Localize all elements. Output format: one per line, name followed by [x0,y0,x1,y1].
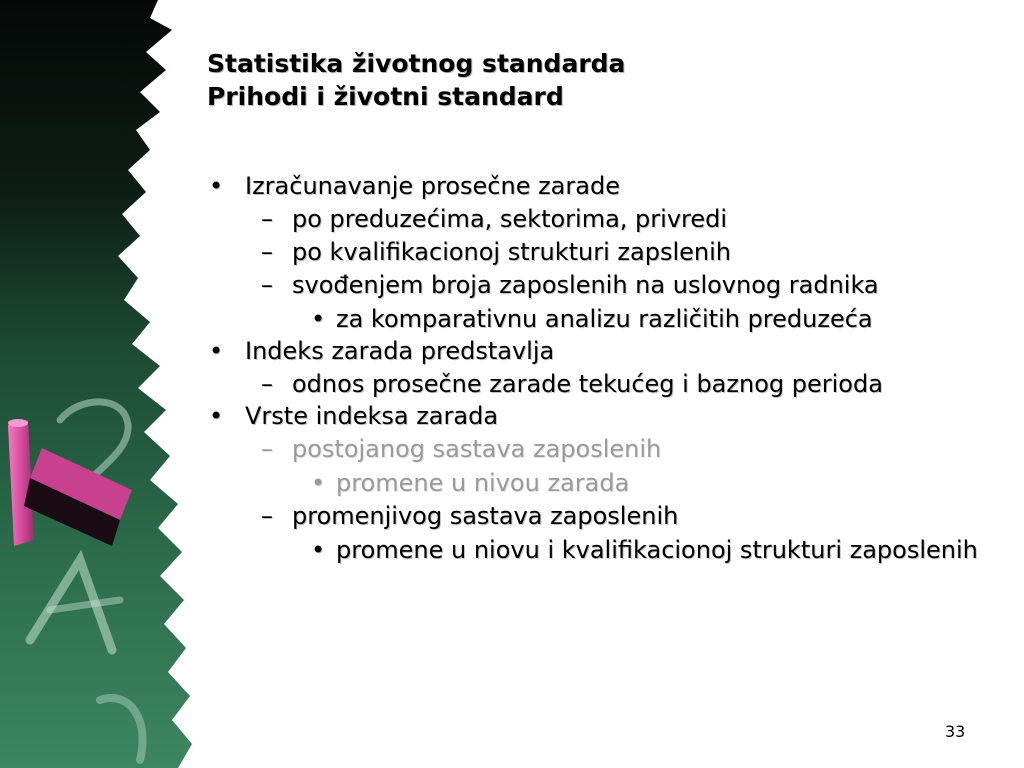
sub-bullet-text: odnos prosečne zarade tekućeg i baznog perioda [292,370,883,398]
bullet-marker: • [209,402,224,430]
bullet-item [205,337,995,365]
dash-marker: – [261,271,273,299]
dash-marker: – [261,205,273,233]
chalkboard-image [0,0,200,768]
chalkboard-decoration [0,0,200,768]
sub-bullet-item [205,435,995,463]
bullet-list [205,172,995,564]
dash-marker: – [261,502,273,530]
sub-sub-bullet-item [205,536,1024,564]
sub-bullet-item [205,271,892,299]
bullet-text: Izračunavanje prosečne zarade [245,172,620,200]
bullet-text: Vrste indeksa zarada [245,402,499,430]
dash-marker: – [261,370,273,398]
slide-title [207,47,625,113]
dash-marker: – [261,435,273,463]
dash-marker: – [261,238,273,266]
title-line-1: Statistika životnog standarda [207,49,626,78]
bullet-text: Indeks zarada predstavlja [245,337,555,365]
sub-bullet-text: po kvalifikacionoj strukturi zapslenih [292,238,731,266]
sub-bullet-item [205,370,892,398]
sub-bullet-item [205,502,995,530]
sub-sub-bullet-text: za komparativnu analizu različitih preduzeća [336,305,873,333]
bullet-marker: • [209,337,224,365]
bullet-marker: • [209,172,224,200]
sub-bullet-text: promenjivog sastava zaposlenih [292,502,679,530]
title-line-2: Prihodi i životni standard [207,82,564,111]
sub-sub-bullet-text: promene u niovu i kvalifikacionoj strukturi zaposlenih [336,536,978,564]
sub-sub-bullet-item [205,305,995,333]
sub-sub-bullet-item [205,469,995,497]
bullet-marker: • [311,469,326,497]
bullet-marker: • [311,536,326,564]
sub-bullet-item [205,238,995,266]
sub-bullet-text: po preduzećima, sektorima, privredi [292,205,728,233]
sub-sub-bullet-text: promene u nivou zarada [336,469,630,497]
sub-bullet-item [205,205,995,233]
bullet-marker: • [311,305,326,333]
bullet-item [205,172,995,200]
page-number: 33 [945,722,966,741]
bullet-item [205,402,995,430]
sub-bullet-text: postojanog sastava zaposlenih [292,435,662,463]
sub-bullet-text: svođenjem broja zaposlenih na uslovnog radnika [292,271,879,299]
